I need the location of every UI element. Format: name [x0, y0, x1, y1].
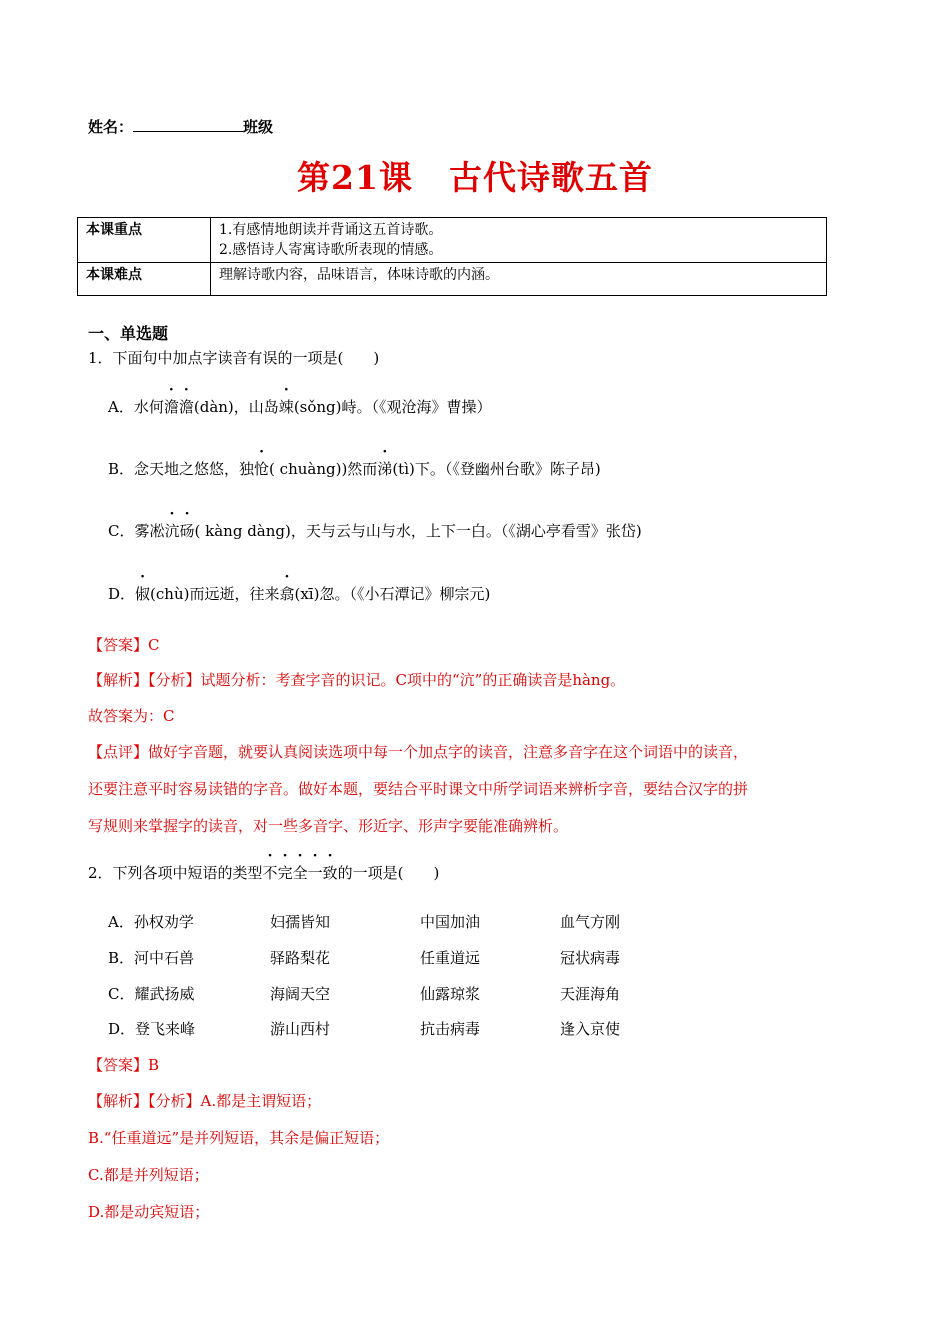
phrase: 妇孺皆知 — [270, 913, 331, 931]
focus-table — [77, 217, 827, 296]
phrase: 驿路梨花 — [270, 949, 331, 967]
name-label: 姓名： — [88, 118, 134, 136]
phrase: 逢入京使 — [560, 1020, 621, 1038]
q2-analysis-c: C.都是并列短语； — [88, 1166, 209, 1184]
option-text: (dàn)，山岛 — [193, 398, 279, 416]
q1-option-b[interactable] — [108, 458, 601, 479]
focus-key-label: 本课重点 — [78, 218, 211, 263]
phrase: 血气方刚 — [560, 913, 621, 931]
lesson-name: 古代诗歌五首 — [448, 158, 653, 197]
phrase: 游山西村 — [270, 1020, 331, 1038]
q2-analysis-a: 【解析】【分析】A.都是主谓短语； — [88, 1092, 322, 1110]
q1-comment-line-1: 【点评】做好字音题，就要认真阅读选项中每一个加点字的读音，注意多音字在这个词语中的读音， — [88, 743, 749, 761]
phrase: D．登飞来峰 — [108, 1020, 196, 1038]
dotted-char: 澹 — [178, 398, 194, 416]
option-text: (xī)忽。（《小石潭记》柳宗元) — [294, 585, 491, 603]
dotted-char: 澹 — [163, 398, 179, 416]
phrase: 天涯海角 — [560, 985, 621, 1003]
q1-comment-line-2: 还要注意平时容易读错的字音。做好本题，要结合平时课文中所学词语来辨析字音，要结合汉字的拼 — [88, 780, 749, 798]
q1-option-c[interactable] — [108, 520, 642, 541]
focus-key-line-2: 2.感悟诗人寄寓诗歌所表现的情感。 — [219, 242, 443, 258]
q1-comment-line-3: 写规则来掌握字的读音，对一些多音字、形近字、形声字要能准确辨析。 — [88, 817, 569, 835]
q1-option-a[interactable] — [108, 396, 492, 417]
q1-option-d[interactable] — [108, 583, 490, 604]
phrase: A．孙权劝学 — [108, 913, 194, 931]
q1-analysis: 【解析】【分析】试题分析：考查字音的识记。C项中的“沆”的正确读音是hàng。 — [88, 671, 626, 689]
dotted-char: 怆 — [254, 460, 270, 478]
dotted-char: 竦 — [278, 398, 294, 416]
dotted-char: 致 — [322, 864, 338, 882]
q1-answer: 【答案】C — [88, 636, 160, 654]
lesson-number: 第21课 — [297, 158, 413, 197]
dotted-char: 俶 — [135, 585, 151, 603]
option-text: C．雾凇 — [108, 522, 165, 540]
dotted-char: 全 — [292, 864, 308, 882]
dotted-char: 涕 — [377, 460, 393, 478]
focus-difficulty-label: 本课难点 — [78, 263, 211, 296]
q2-analysis-b: B.“任重道远”是并列短语，其余是偏正短语； — [88, 1129, 390, 1147]
focus-difficulty-content: 理解诗歌内容，品味语言，体味诗歌的内涵。 — [211, 263, 827, 296]
dotted-char: 沆 — [164, 522, 180, 540]
option-text: (tì)下。（《登幽州台歌》陈子昂) — [392, 460, 601, 478]
dotted-char: 不 — [262, 864, 278, 882]
dotted-char: 翕 — [279, 585, 295, 603]
phrase: 海阔天空 — [270, 985, 331, 1003]
option-text: D． — [108, 585, 136, 603]
section-title: 一、单选题 — [88, 324, 169, 343]
phrase: 仙露琼浆 — [420, 985, 481, 1003]
q2-answer: 【答案】B — [88, 1056, 160, 1074]
option-text: ( kàng dàng)，天与云与山与水，上下一白。（《湖心亭看雪》张岱) — [194, 522, 642, 540]
phrase: 中国加油 — [420, 913, 481, 931]
name-blank[interactable] — [133, 117, 243, 132]
option-text: (sǒng)峙。（《观沧海》曹操） — [293, 398, 492, 416]
stem-text: 的一项是( ) — [337, 864, 440, 882]
page-title — [0, 152, 950, 199]
stem-text: 2．下列各项中短语的类型 — [88, 864, 263, 882]
q1-conclusion: 故答案为：C — [88, 707, 175, 725]
option-text: ( chuàng))然而 — [269, 460, 378, 478]
q2-analysis-d: D.都是动宾短语； — [88, 1203, 210, 1221]
option-text: (chù)而远逝，往来 — [150, 585, 280, 603]
dotted-char: 一 — [307, 864, 323, 882]
class-label: 班级 — [243, 118, 274, 136]
dotted-char: 完 — [277, 864, 293, 882]
option-text: B．念天地之悠悠，独 — [108, 460, 255, 478]
phrase: 冠状病毒 — [560, 949, 621, 967]
phrase: C．耀武扬威 — [108, 985, 195, 1003]
phrase: 任重道远 — [420, 949, 481, 967]
phrase: 抗击病毒 — [420, 1020, 481, 1038]
option-text: A．水何 — [108, 398, 164, 416]
dotted-char: 砀 — [179, 522, 195, 540]
focus-key-content — [211, 218, 827, 263]
phrase: B．河中石兽 — [108, 949, 195, 967]
q1-stem: 1．下面句中加点字读音有误的一项是( ) — [88, 349, 380, 367]
q2-stem — [88, 862, 439, 883]
name-class-line — [88, 116, 273, 137]
table-row — [78, 263, 827, 296]
table-row — [78, 218, 827, 263]
focus-key-line-1: 1.有感情地朗读并背诵这五首诗歌。 — [219, 222, 443, 238]
